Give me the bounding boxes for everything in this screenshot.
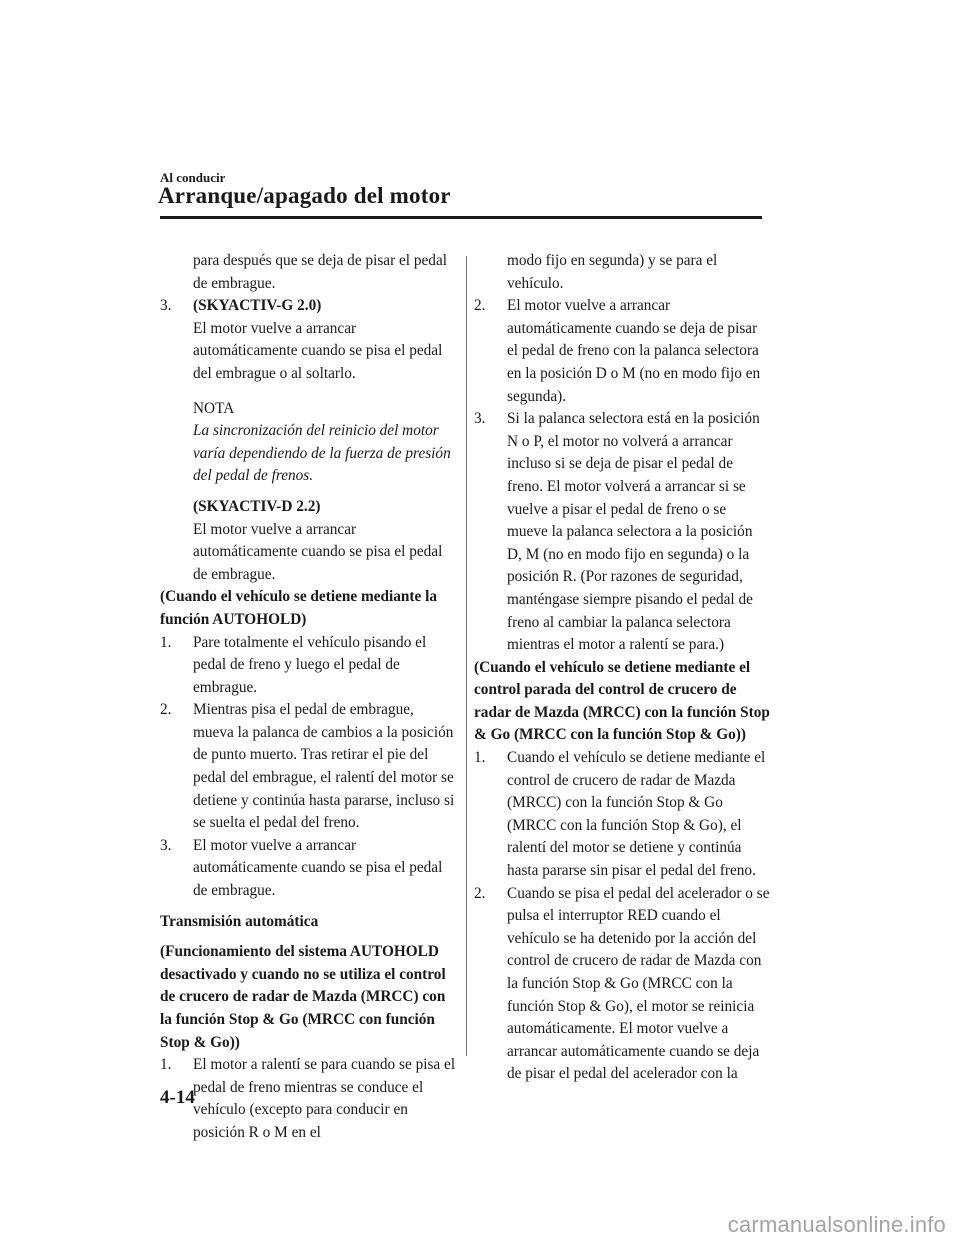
- note-label: NOTA: [193, 399, 235, 417]
- mrcc-heading: (Cuando el vehículo se detiene mediante el control parada del control de crucero de radar de Mazda (MRCC) con la función Stop & Go (MRCC con la función Stop & Go)): [474, 658, 770, 744]
- list-item: 3. Si la palanca selectora está en la posición N o P, el motor no volverá a arrancar incluso si se deja de pisar el pedal de freno. El motor volverá a arrancar si se vuelve a pisar el pedal de freno o se mueve la palanca selectora a la posición D, M (no en modo fijo en segunda) o la posición R. (Por razones de seguridad, manténgase siempre pisando el pedal de freno al cambiar la palanca selectora mientras el motor a ralentí se para.): [474, 410, 760, 654]
- list-item: 1. El motor a ralentí se para cuando se pisa el pedal de freno mientras se conduce el vehículo (excepto para conducir en posición R o M en el: [160, 1056, 456, 1141]
- step-3-skyactiv-g-text: El motor vuelve a arrancar automáticamente cuando se pisa el pedal del embrague o al soltarlo.: [193, 319, 443, 382]
- page-title: Arranque/apagado del motor: [158, 183, 451, 208]
- header-rule: [160, 216, 762, 219]
- list-item: 1. Cuando el vehículo se detiene mediante el control de crucero de radar de Mazda (MRCC) con la función Stop & Go (MRCC con la función Stop & Go), el ralentí del motor se detiene y continúa hasta pararse sin pisar el pedal del freno.: [474, 749, 766, 880]
- list-item: 2. Cuando se pisa el pedal del acelerador o se pulsa el interruptor RED cuando el vehículo se ha detenido por la acción del control de crucero de radar de Mazda con la función Stop & Go (MRCC con la función Stop & Go), el motor se reinicia automáticamente. El motor vuelve a arrancar automáticamente cuando se deja de pisar el pedal del acelerador con la: [474, 884, 770, 1083]
- list-item: 1. Pare totalmente el vehículo pisando el pedal de freno y luego el pedal de embrague.: [160, 633, 427, 696]
- column-divider: [466, 256, 467, 1056]
- skyactiv-d-text: El motor vuelve a arrancar automáticamente cuando se pisa el pedal de embrague.: [193, 520, 443, 583]
- page-number: 4-14: [160, 1087, 195, 1108]
- step-3-skyactiv-g-label: 3. (SKYACTIV-G 2.0): [160, 297, 322, 315]
- automatic-transmission-heading: Transmisión automática: [160, 912, 319, 930]
- note-text: La sincronización del reinicio del motor varía dependiendo de la fuerza de presión del pedal de frenos.: [193, 422, 451, 485]
- continued-text: para después que se deja de pisar el pedal de embrague.: [193, 252, 447, 292]
- left-column: [160, 250, 456, 1145]
- page-number-page: 14: [175, 1087, 195, 1108]
- continued-text: modo fijo en segunda) y se para el vehículo.: [507, 252, 718, 292]
- list-item: 2. El motor vuelve a arrancar automáticamente cuando se deja de pisar el pedal de freno con la palanca selectora en la posición D o M (no en modo fijo en segunda).: [474, 297, 761, 405]
- automatic-transmission-subheading: (Funcionamiento del sistema AUTOHOLD desactivado y cuando no se utiliza el control de crucero de radar de Mazda (MRCC) con la función Stop & Go (MRCC con función Stop & Go)): [160, 943, 446, 1051]
- list-item: 2. Mientras pisa el pedal de embrague, mueva la palanca de cambios a la posición de punto muerto. Tras retirar el pie del pedal del embrague, el ralentí del motor se detiene y continúa hasta pararse, incluso si se suelta el pedal del freno.: [160, 701, 455, 832]
- autohold-heading: (Cuando el vehículo se detiene mediante la función AUTOHOLD): [160, 588, 438, 628]
- watermark-link[interactable]: carmanualsonline.info: [727, 1212, 946, 1237]
- section-label: Al conducir: [160, 170, 226, 185]
- list-item: 3. El motor vuelve a arrancar automáticamente cuando se pisa el pedal de embrague.: [160, 836, 443, 900]
- page-number-chapter: 4: [160, 1087, 170, 1108]
- right-column: [474, 250, 770, 1086]
- skyactiv-d-label: (SKYACTIV-D 2.2): [193, 497, 321, 515]
